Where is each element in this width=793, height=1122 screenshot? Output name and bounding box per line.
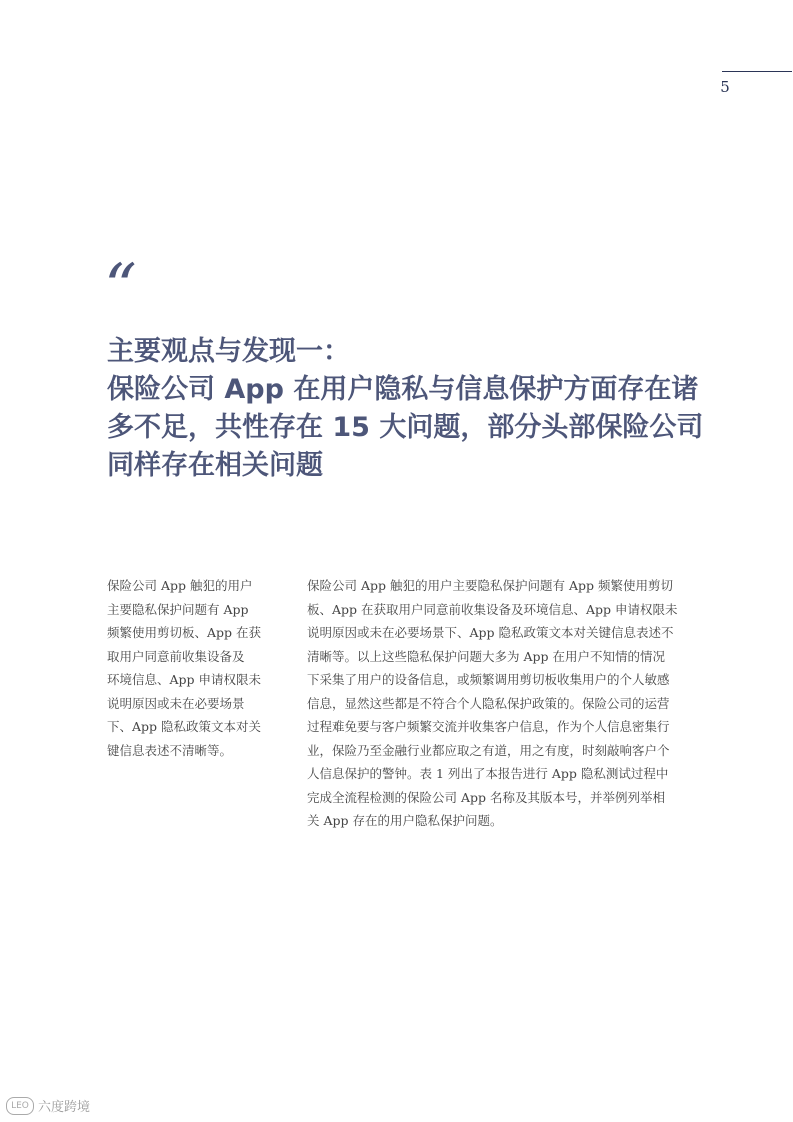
body-line: 过程难免要与客户频繁交流并收集客户信息，作为个人信息密集行 bbox=[307, 719, 670, 734]
body-line: 保险公司 App 触犯的用户主要隐私保护问题有 App 频繁使用剪切 bbox=[307, 578, 673, 593]
watermark-text: 六度跨境 bbox=[38, 1100, 91, 1115]
summary-line: 主要隐私保护问题有 App bbox=[107, 601, 249, 617]
quote-mark-icon: “ bbox=[104, 251, 137, 325]
heading-line: 多不足，共性存在 15 大问题，部分头部保险公司 bbox=[107, 412, 704, 443]
body-line: 下采集了用户的设备信息，或频繁调用剪切板收集用户的个人敏感 bbox=[307, 672, 670, 687]
heading-line: 同样存在相关问题 bbox=[107, 450, 323, 481]
body-line: 完成全流程检测的保险公司 App 名称及其版本号，并举例列举相 bbox=[307, 789, 665, 805]
heading-line: 保险公司 App 在用户隐私与信息保护方面存在诸 bbox=[107, 374, 699, 405]
body-line: 关 App 存在的用户隐私保护问题。 bbox=[307, 813, 503, 828]
heading-line: 主要观点与发现一： bbox=[107, 336, 350, 367]
summary-line: 下、App 隐私政策文本对关 bbox=[107, 719, 262, 734]
body-line: 业，保险乃至金融行业都应取之有道，用之有度，时刻敲响客户个 bbox=[307, 742, 670, 758]
summary-sidebar bbox=[107, 574, 270, 762]
body-line: 信息，显然这些都是不符合个人隐私保护政策的。保险公司的运营 bbox=[307, 695, 670, 711]
summary-line: 环境信息、App 申请权限未 bbox=[107, 672, 262, 687]
watermark bbox=[6, 1096, 90, 1115]
body-line: 说明原因或未在必要场景下、App 隐私政策文本对关键信息表述不 bbox=[307, 625, 674, 640]
summary-line: 键信息表述不清晰等。 bbox=[107, 742, 233, 758]
summary-line: 频繁使用剪切板、App 在获 bbox=[107, 625, 262, 640]
summary-line: 取用户同意前收集设备及 bbox=[107, 648, 245, 664]
body-line: 清晰等。以上这些隐私保护问题大多为 App 在用户不知情的情况 bbox=[307, 648, 665, 664]
header-rule bbox=[722, 71, 792, 72]
page-number: 5 bbox=[720, 78, 730, 96]
summary-line: 保险公司 App 触犯的用户 bbox=[107, 578, 253, 593]
summary-line: 说明原因或未在必要场景 bbox=[107, 695, 245, 711]
body-line: 人信息保护的警钟。表 1 列出了本报告进行 App 隐私测试过程中 bbox=[307, 766, 669, 781]
body-paragraph bbox=[307, 574, 702, 833]
body-line: 板、App 在获取用户同意前收集设备及环境信息、App 申请权限未 bbox=[307, 601, 678, 617]
finding-heading bbox=[107, 333, 707, 485]
watermark-logo-icon: LEO bbox=[6, 1097, 34, 1115]
